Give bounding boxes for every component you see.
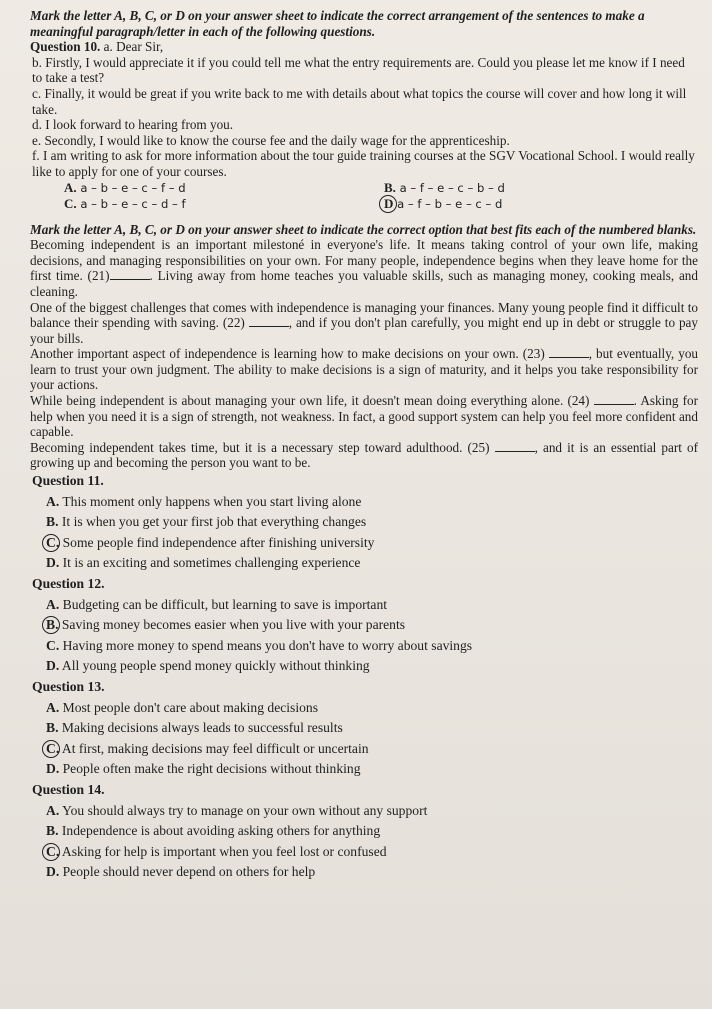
blank-22 (249, 316, 289, 327)
blank-24 (594, 394, 634, 405)
reading-passage (30, 237, 698, 471)
sentence-c: c. Finally, it would be great if you write back to me with details about what topics the course will cover and how long it will take. (32, 85, 687, 117)
q14-option-a[interactable]: A. You should always try to manage on your own without any support (46, 802, 428, 818)
q13-option-a[interactable]: A. Most people don't care about making decisions (46, 699, 319, 715)
passage-paragraph-4: While being independent is about managing your own life, it doesn't mean doing everything alone. (24) . Asking for help when you need it is a sign of strength, not weakness. In fact, a good support system can help you feel more confident and capable. (30, 393, 699, 440)
sentence-a: a. Dear Sir, (103, 39, 164, 55)
question-12-options (46, 595, 698, 677)
sentence-d: d. I look forward to hearing from you. (32, 117, 234, 133)
choice-c[interactable]: C. a – b – e – c – d – f (64, 195, 186, 211)
q13-option-d[interactable]: D. People often make the right decisions without thinking (46, 761, 361, 777)
q12-option-c[interactable]: C. Having more money to spend means you don't have to worry about savings (46, 637, 473, 653)
q11-option-b[interactable]: B. It is when you get your first job that everything changes (46, 514, 367, 530)
blank-25 (495, 441, 535, 452)
passage-paragraph-1: Becoming independent is an important milestoné in everyone's life. It means taking control of your own life, making decisions, and managing responsibilities on your own. For many people, independence begins when they leave home for the first time. (21) . Living away from home teaches you valuable skills, such as managing money, cooking meals, and cleaning. (30, 237, 698, 299)
sentence-e: e. Secondly, I would like to know the course fee and the daily wage for the apprenticeship. (32, 132, 510, 148)
q12-option-d[interactable]: D. All young people spend money quickly without thinking (46, 658, 370, 674)
question-11-options (46, 492, 698, 574)
passage-paragraph-3: Another important aspect of independence is learning how to make decisions on your own. (23) , but eventually, you learn to trust your own judgment. The ability to make decisions is a sign of maturity, and it helps you take responsibility for your actions. (30, 346, 699, 393)
q11-option-a[interactable]: A. This moment only happens when you start living alone (46, 493, 362, 509)
blank-21 (110, 269, 150, 280)
question-14-label: Question 14. (32, 781, 105, 797)
choice-a[interactable]: A. a – b – e – c – f – d (64, 179, 186, 195)
q11-option-d[interactable]: D. It is an exciting and sometimes challenging experience (46, 555, 361, 571)
passage-paragraph-5: Becoming independent takes time, but it is a necessary step toward adulthood. (25) , and it is an essential part of growing up and becoming the person you want to be. (30, 439, 699, 471)
choice-d[interactable]: D a – f – b – e – c – d (384, 196, 684, 212)
question-10-label: Question 10. (30, 39, 101, 55)
instruction-arrangement: Mark the letter A, B, C, or D on your answer sheet to indicate the correct arrangement of the sentences to make a meaningful paragraph/letter in each of the following questions. (30, 8, 645, 39)
question-11-label: Question 11. (32, 473, 104, 489)
choice-b[interactable]: B. a – f – e – c – b – d (384, 179, 505, 195)
q11-option-c[interactable]: C. Some people find independence after finishing university (46, 533, 698, 554)
instruction-blanks: Mark the letter A, B, C, or D on your answer sheet to indicate the correct option that best fits each of the numbered blanks. (30, 221, 697, 237)
question-12-label: Question 12. (32, 576, 105, 591)
q14-option-b[interactable]: B. Independence is about avoiding asking others for anything (46, 823, 381, 839)
q14-option-d[interactable]: D. People should never depend on others for help (46, 864, 316, 880)
q14-option-c[interactable]: C. Asking for help is important when you feel lost or confused (46, 842, 698, 863)
q12-option-a[interactable]: A. Budgeting can be difficult, but learning to save is important (46, 596, 388, 612)
q12-option-b[interactable]: B. Saving money becomes easier when you live with your parents (46, 615, 698, 636)
question-14-options (46, 801, 698, 883)
q13-option-b[interactable]: B. Making decisions always leads to successful results (46, 720, 343, 736)
question-13-label: Question 13. (32, 678, 105, 694)
answer-circle-mark (379, 195, 397, 213)
question-13-options (46, 698, 698, 780)
passage-paragraph-2: One of the biggest challenges that comes with independence is managing your finances. Many young people find it difficult to balance their spending with saving. (22) , and if you don't plan carefully, you might end up in debt or struggle to pay your bills. (30, 299, 698, 346)
sentence-f: f. I am writing to ask for more information about the tour guide training courses at the SGV Vocational School. I would really like to apply for one of your courses. (32, 148, 695, 179)
blank-23 (549, 347, 589, 358)
question-10 (30, 39, 698, 55)
q13-option-c[interactable]: C. At first, making decisions may feel difficult or uncertain (46, 739, 698, 760)
question-10-choices (64, 180, 698, 212)
sentence-b: b. Firstly, I would appreciate it if you could tell me what the entry requirements are. Could you please let me know if I need to take a test? (32, 54, 685, 86)
